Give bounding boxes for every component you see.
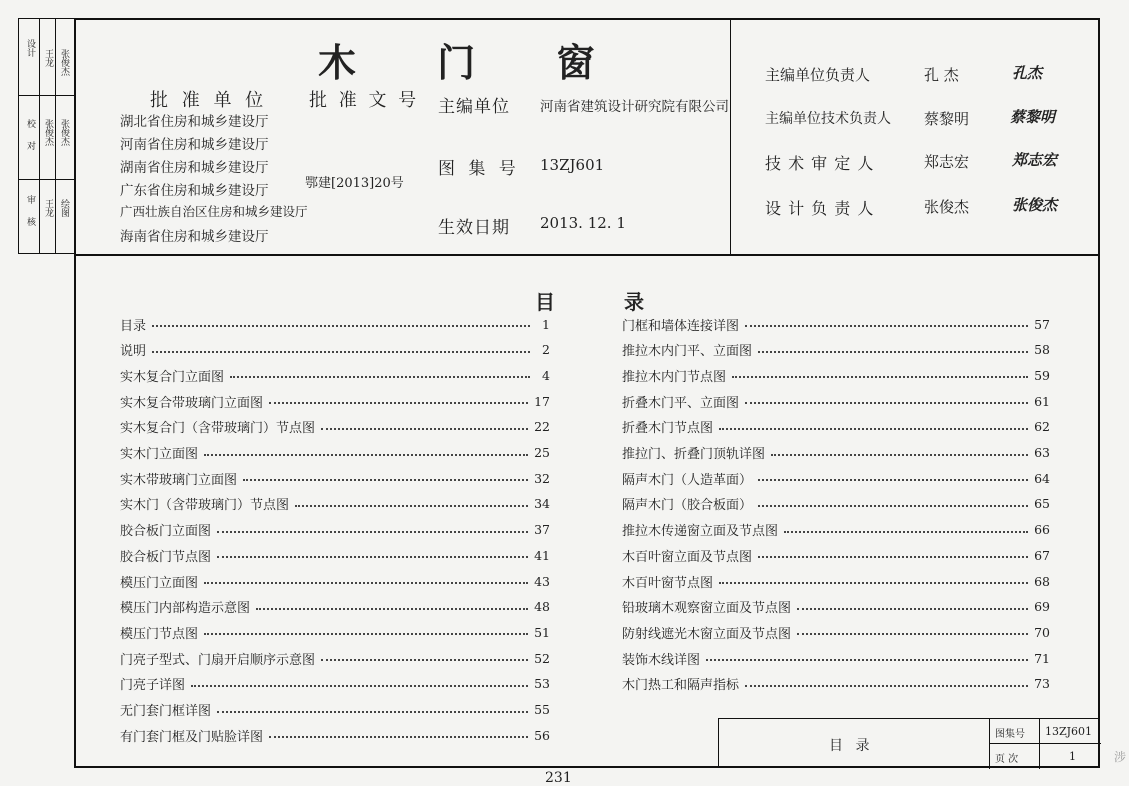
- staff-signature: 郑志宏: [1012, 151, 1058, 169]
- toc-entry-title: 推拉木传递窗立面及节点图: [622, 524, 779, 540]
- toc-leader-dots: [719, 428, 1028, 430]
- toc-entry: [120, 544, 550, 566]
- toc-entry: [622, 442, 1050, 464]
- toc-entry-page: 51: [534, 624, 550, 640]
- toc-entry: [120, 596, 550, 618]
- toc-entry-page: 22: [534, 419, 550, 435]
- toc-entry: [120, 570, 550, 592]
- toc-entry: [120, 416, 550, 438]
- toc-entry-page: 63: [1034, 445, 1050, 460]
- toc-leader-dots: [706, 659, 1028, 661]
- toc-entry-title: 门框和墙体连接详图: [622, 318, 740, 334]
- toc-entry-page: 59: [1034, 367, 1050, 383]
- toc-entry-title: 推拉木内门节点图: [622, 369, 727, 385]
- toc-entry-title: 防射线遮光木窗立面及节点图: [622, 626, 792, 642]
- toc-entry-page: 2: [542, 342, 550, 358]
- toc-entry: [120, 699, 550, 721]
- toc-leader-dots: [797, 608, 1028, 610]
- sidebar-cell: 王龙: [43, 199, 53, 217]
- department: 河南省住房和城乡建设厅: [120, 137, 269, 153]
- sidebar-header: 核: [25, 217, 35, 226]
- toc-leader-dots: [321, 428, 528, 430]
- toc-leader-dots: [771, 454, 1028, 456]
- sidebar-divider: [39, 19, 40, 253]
- toc-entry: [120, 442, 550, 464]
- toc-entry-page: 55: [534, 702, 550, 717]
- toc-entry-title: 折叠木门节点图: [622, 421, 714, 437]
- toc-entry-title: 说明: [120, 344, 147, 360]
- toc-leader-dots: [784, 531, 1028, 533]
- toc-entry-title: 胶合板门节点图: [120, 549, 212, 565]
- header-divider: [74, 254, 1100, 256]
- toc-entry: [622, 390, 1050, 412]
- corner-mark: 涉: [1114, 750, 1127, 764]
- toc-title-left: 目: [535, 290, 555, 314]
- toc-entry: [622, 467, 1050, 489]
- toc-entry-title: 实木复合门立面图: [120, 369, 225, 385]
- toc-entry-title: 木百叶窗节点图: [622, 575, 714, 591]
- toc-entry: [120, 724, 550, 746]
- toc-leader-dots: [191, 685, 528, 687]
- toc-entry-title: 实木门（含带玻璃门）节点图: [120, 498, 290, 514]
- title-block: [718, 718, 1100, 768]
- sidebar-cell: 张俊杰: [59, 119, 69, 146]
- staff-signature: 孔杰: [1012, 64, 1043, 82]
- toc-entry-page: 68: [1034, 573, 1050, 589]
- toc-entry-page: 56: [534, 727, 550, 743]
- toc-entry: [622, 570, 1050, 592]
- sidebar-header: 校: [25, 119, 35, 128]
- staff-role: 主编单位技术负责人: [765, 111, 891, 127]
- toc-entry: [622, 673, 1050, 695]
- staff-name: 孔 杰: [924, 66, 959, 84]
- toc-entry-title: 铅玻璃木观察窗立面及节点图: [622, 601, 792, 617]
- toc-entry-page: 43: [534, 573, 550, 589]
- toc-entry-page: 65: [1034, 496, 1050, 512]
- staff-name: 郑志宏: [924, 153, 970, 171]
- toc-entry-page: 48: [534, 599, 550, 615]
- toc-leader-dots: [204, 633, 528, 635]
- toc-entry-page: 17: [534, 393, 550, 409]
- sidebar-header: 对: [25, 141, 35, 150]
- toc-entry-title: 模压门节点图: [120, 626, 199, 642]
- toc-entry: [120, 493, 550, 515]
- staff-role: 主编单位负责人: [765, 66, 871, 84]
- toc-leader-dots: [745, 402, 1028, 404]
- toc-entry: [622, 313, 1050, 335]
- toc-entry-page: 61: [1034, 393, 1050, 409]
- title-block-divider: [1039, 719, 1040, 769]
- effective-date-label: 生效日期: [438, 218, 510, 238]
- toc-entry: [622, 596, 1050, 618]
- toc-entry-page: 64: [1034, 470, 1050, 486]
- toc-entry: [622, 493, 1050, 515]
- department: 湖南省住房和城乡建设厅: [120, 160, 269, 176]
- toc-entry: [622, 621, 1050, 643]
- toc-entry-page: 73: [1034, 676, 1050, 692]
- effective-date-value: 2013. 12. 1: [540, 214, 626, 232]
- toc-entry: [622, 364, 1050, 386]
- toc-entry: [120, 467, 550, 489]
- toc-entry-title: 目录: [120, 318, 147, 334]
- toc-leader-dots: [758, 479, 1028, 481]
- toc-leader-dots: [204, 582, 528, 584]
- page-label: 页 次: [995, 754, 1019, 765]
- sidebar-divider: [19, 179, 74, 180]
- toc-entry-page: 67: [1034, 547, 1050, 563]
- toc-entry-page: 71: [1034, 650, 1050, 666]
- toc-entry-title: 模压门立面图: [120, 575, 199, 591]
- toc-entry: [622, 647, 1050, 669]
- toc-leader-dots: [758, 351, 1028, 353]
- toc-entry: [120, 647, 550, 669]
- editor-unit-value: 河南省建筑设计研究院有限公司: [540, 99, 729, 115]
- toc-entry-title: 门亮子型式、门扇开启顺序示意图: [120, 652, 316, 668]
- staff-signature: 蔡黎明: [1010, 108, 1056, 126]
- staff-name: 蔡黎明: [924, 110, 970, 128]
- toc-leader-dots: [243, 479, 528, 481]
- atlas-number-label: 图 集 号: [438, 159, 520, 179]
- toc-entry-page: 34: [534, 496, 550, 512]
- toc-entry-page: 66: [1034, 522, 1050, 538]
- toc-entry-page: 4: [542, 367, 550, 383]
- sidebar-cell: 绘图: [59, 199, 69, 217]
- toc-entry-title: 实木复合带玻璃门立面图: [120, 395, 264, 411]
- toc-entry: [622, 416, 1050, 438]
- toc-entry-title: 木百叶窗立面及节点图: [622, 549, 753, 565]
- sidebar-cell: 张俊杰: [59, 49, 69, 76]
- toc-entry-page: 37: [534, 522, 550, 538]
- title-block-divider: [989, 719, 990, 769]
- atlas-label: 图集号: [995, 729, 1025, 740]
- toc-leader-dots: [745, 685, 1028, 687]
- toc-leader-dots: [295, 505, 528, 507]
- toc-leader-dots: [269, 736, 528, 738]
- toc-leader-dots: [745, 325, 1028, 327]
- toc-entry: [120, 364, 550, 386]
- staff-role: 技 术 审 定 人: [765, 154, 875, 173]
- sidebar-cell: 张俊杰: [43, 119, 53, 146]
- toc-entry-page: 62: [1034, 419, 1050, 435]
- toc-leader-dots: [256, 608, 528, 610]
- toc-leader-dots: [719, 582, 1028, 584]
- toc-entry-page: 70: [1034, 624, 1050, 640]
- toc-entry-title: 木门热工和隔声指标: [622, 678, 740, 694]
- sidebar-header: 审: [25, 195, 35, 204]
- signature-sidebar: [18, 18, 74, 254]
- toc-entry-title: 折叠木门平、立面图: [622, 395, 740, 411]
- toc-entry: [120, 621, 550, 643]
- toc-entry-title: 门亮子详图: [120, 678, 186, 694]
- toc-entry: [120, 390, 550, 412]
- atlas-number-value: 13ZJ601: [540, 156, 605, 174]
- toc-entry-title: 无门套门框详图: [120, 704, 212, 719]
- toc-entry-page: 69: [1034, 599, 1050, 615]
- toc-leader-dots: [217, 711, 528, 713]
- approval-doc-number: 鄂建[2013]20号: [305, 176, 404, 191]
- toc-entry-title: 装饰木线详图: [622, 652, 701, 668]
- toc-entry-title: 推拉木内门平、立面图: [622, 344, 753, 360]
- sidebar-cell: 王龙: [43, 49, 53, 67]
- toc-entry-page: 58: [1034, 342, 1050, 358]
- header-vertical-divider: [730, 18, 731, 254]
- atlas-value: 13ZJ601: [1045, 725, 1093, 738]
- drawing-name: 目 录: [829, 738, 874, 754]
- toc-entry-page: 52: [534, 650, 550, 666]
- toc-entry: [120, 313, 550, 335]
- editor-unit-label: 主编单位: [438, 97, 510, 117]
- toc-title-right: 录: [624, 290, 644, 314]
- toc-leader-dots: [152, 325, 530, 327]
- toc-leader-dots: [217, 531, 528, 533]
- sidebar-divider: [55, 19, 56, 253]
- department: 湖北省住房和城乡建设厅: [120, 114, 269, 130]
- toc-entry-title: 实木复合门（含带玻璃门）节点图: [120, 421, 316, 437]
- staff-name: 张俊杰: [924, 198, 970, 216]
- staff-role: 设 计 负 责 人: [765, 199, 875, 218]
- toc-entry-page: 1: [542, 316, 550, 332]
- page-number: 231: [545, 770, 572, 786]
- toc-leader-dots: [217, 556, 528, 558]
- toc-entry-page: 57: [1034, 316, 1050, 332]
- toc-entry-page: 32: [534, 470, 550, 486]
- toc-leader-dots: [152, 351, 530, 353]
- toc-entry: [120, 673, 550, 695]
- toc-leader-dots: [732, 376, 1028, 378]
- department: 广西壮族自治区住房和城乡建设厅: [120, 204, 308, 219]
- toc-leader-dots: [758, 505, 1028, 507]
- staff-signature: 张俊杰: [1012, 196, 1058, 214]
- toc-leader-dots: [204, 454, 528, 456]
- toc-entry: [622, 339, 1050, 361]
- approval-unit-label: 批 准 单 位: [150, 90, 268, 111]
- sidebar-divider: [19, 95, 74, 96]
- toc-entry-title: 隔声木门（人造革面）: [622, 472, 753, 488]
- sidebar-header: 设计: [25, 39, 35, 57]
- toc-entry: [622, 519, 1050, 541]
- toc-leader-dots: [321, 659, 528, 661]
- toc-entry-title: 实木带玻璃门立面图: [120, 472, 238, 488]
- toc-entry-title: 有门套门框及门贴脸详图: [120, 729, 264, 745]
- page-value: 1: [1069, 750, 1076, 763]
- page-title: 木 门 窗: [318, 40, 629, 85]
- toc-leader-dots: [797, 633, 1028, 635]
- toc-entry-title: 模压门内部构造示意图: [120, 601, 251, 617]
- toc-entry: [622, 544, 1050, 566]
- title-block-divider: [989, 743, 1101, 744]
- toc-leader-dots: [269, 402, 528, 404]
- toc-entry-page: 41: [534, 547, 550, 563]
- toc-entry-page: 25: [534, 445, 550, 460]
- toc-leader-dots: [230, 376, 530, 378]
- toc-entry-title: 隔声木门（胶合板面）: [622, 498, 753, 514]
- toc-entry: [120, 519, 550, 541]
- department: 广东省住房和城乡建设厅: [120, 183, 269, 199]
- toc-entry-title: 胶合板门立面图: [120, 524, 212, 540]
- department: 海南省住房和城乡建设厅: [120, 229, 269, 245]
- toc-entry-title: 推拉门、折叠门顶轨详图: [622, 447, 766, 462]
- toc-entry: [120, 339, 550, 361]
- approval-doc-label: 批 准 文 号: [309, 90, 420, 111]
- toc-entry-page: 53: [534, 676, 550, 692]
- toc-leader-dots: [758, 556, 1028, 558]
- toc-entry-title: 实木门立面图: [120, 447, 199, 462]
